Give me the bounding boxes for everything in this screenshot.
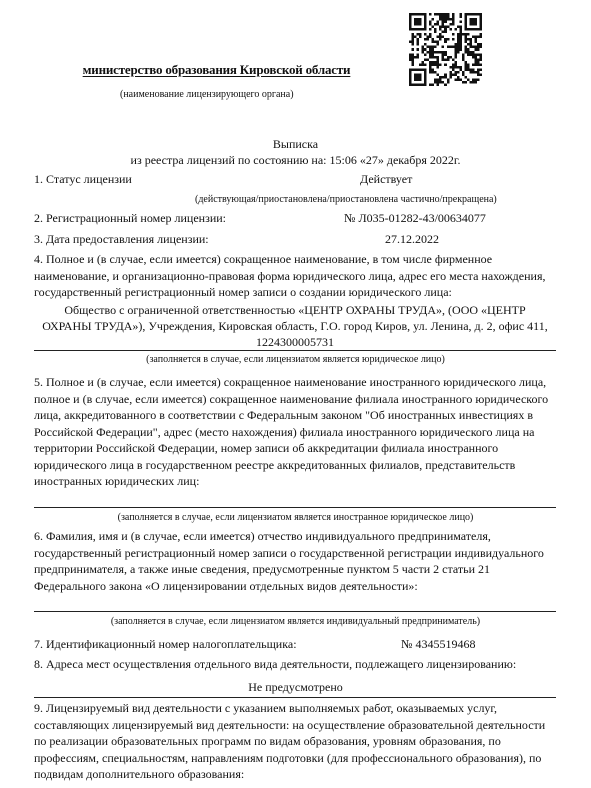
item4-underline bbox=[34, 350, 556, 351]
item6-underline bbox=[34, 611, 556, 612]
license-status-value: Действует bbox=[360, 172, 413, 186]
document-subtitle: из реестра лицензий по состоянию на: 15:06 «27» декабря 2022г. bbox=[130, 153, 461, 167]
inn-value: № 4345519468 bbox=[401, 637, 476, 651]
item2-label: 2. Регистрационный номер лицензии: bbox=[34, 211, 227, 225]
item3-label: 3. Дата предоставления лицензии: bbox=[34, 232, 209, 246]
item5-underline bbox=[34, 507, 556, 508]
item5-text: 5. Полное и (в случае, если имеется) сокращенное наименование иностранного юридического лица, полное и (в случае, если имеется) сокращенное наименование филиала иностранного юридического лица, аккредитованного в соответствии с Федеральным законом "Об иностранных инвестициях в Российской Федерации", адрес (место нахождения) филиала иностранного юридического лица на территории Российской Федерации, номер записи об аккредитации филиала иностранного юридического лица в государственном реестре аккредитованных филиалов, представительств иностранных юридических лиц: bbox=[34, 375, 549, 488]
item8-underline bbox=[34, 697, 556, 698]
item6-text: 6. Фамилия, имя и (в случае, если имеется) отчество индивидуального предпринимателя, государственный регистрационный номер записи о государственной регистрации индивидуального предпринимателя, а также иные сведения, предусмотренные пунктом 5 части 2 статьи 21 Федерального закона «О лицензировании отдельных видов деятельности»: bbox=[34, 529, 544, 593]
license-date-value: 27.12.2022 bbox=[385, 232, 439, 246]
license-number-value: № Л035-01282-43/00634077 bbox=[344, 211, 486, 225]
licensing-body-name: министерство образования Кировской области bbox=[82, 62, 351, 77]
qr-code bbox=[409, 13, 482, 86]
document-title: Выписка bbox=[272, 137, 319, 151]
item1-label: 1. Статус лицензии bbox=[34, 172, 132, 186]
item7-label: 7. Идентификационный номер налогоплательщика: bbox=[34, 637, 297, 651]
activity-addresses-value: Не предусмотрено bbox=[248, 680, 343, 694]
item5-note: (заполняется в случае, если лицензиатом является иностранное юридическое лицо) bbox=[117, 512, 474, 523]
item1-note: (действующая/приостановлена/приостановлена частично/прекращена) bbox=[195, 194, 497, 205]
item6-note: (заполняется в случае, если лицензиатом является индивидуальный предприниматель) bbox=[110, 616, 481, 627]
licensing-body-note: (наименование лицензирующего органа) bbox=[120, 89, 294, 100]
item4-text: 4. Полное и (в случае, если имеется) сокращенное наименование, в том числе фирменное наименование, и организационно-правовая форма юридического лица, адрес его места нахождения, государственный регистрационный номер записи о создании юридического лица: bbox=[34, 252, 546, 299]
item9-text: 9. Лицензируемый вид деятельности с указанием выполняемых работ, оказываемых услуг, составляющих лицензируемый вид деятельности: на осуществление образовательной деятельности по реализации образовательных программ по видам образования, уровням образования, по профессиям, специальностям, направлениям подготовки (для профессионального образования), по подвидам дополнительного образования: bbox=[34, 701, 546, 781]
legal-entity-value: Общество с ограниченной ответственностью «ЦЕНТР ОХРАНЫ ТРУДА», (ООО «ЦЕНТР ОХРАНЫ ТРУДА»), Учреждения, Кировская область, Г.О. город Киров, ул. Ленина, д. 2, офис 411, 1224300005731 bbox=[42, 303, 548, 349]
item4-note: (заполняется в случае, если лицензиатом является юридическое лицо) bbox=[146, 354, 445, 365]
item8-label: 8. Адреса мест осуществления отдельного вида деятельности, подлежащего лицензированию: bbox=[34, 657, 517, 671]
